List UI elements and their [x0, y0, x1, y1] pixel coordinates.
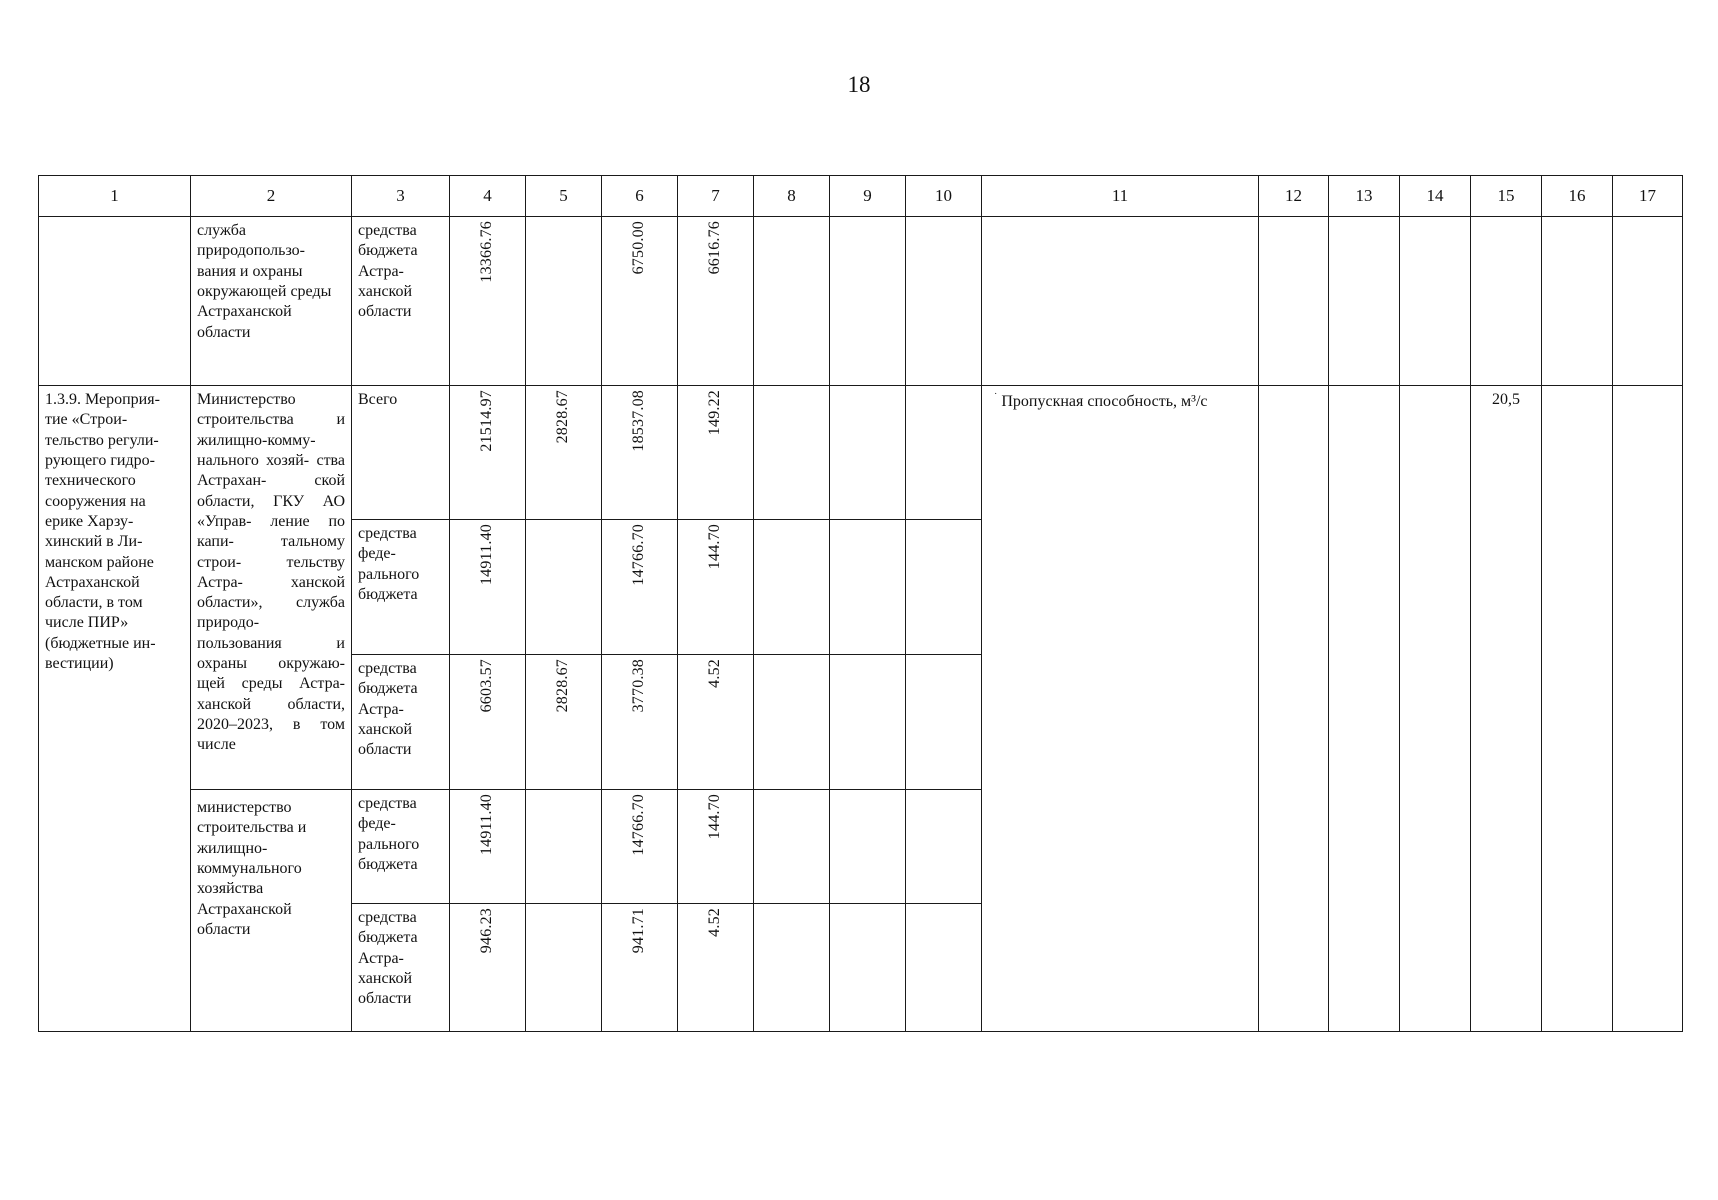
- amount-cell: [602, 520, 678, 655]
- column-header: 11: [982, 176, 1259, 217]
- amount-value: 946.23: [478, 908, 496, 954]
- responsible-cell: Министерство строительства и жилищно-комму- нального хозяй- ства Астрахан- ской области, ГКУ АО «Управ- ление по капи- тальному строи- тельству Астра- ханской области», служба природо- пользования и охраны окружаю- щей среды Астра- ханской области, 2020–2023, в том числе: [191, 386, 352, 790]
- column-header: 3: [352, 176, 450, 217]
- amount-cell: [450, 904, 526, 1032]
- amount-value: 941.71: [630, 908, 648, 954]
- table-cell: [830, 386, 906, 520]
- table-cell: [1471, 217, 1542, 386]
- amount-cell: [678, 790, 754, 904]
- amount-cell: [526, 386, 602, 520]
- table-cell: [1259, 217, 1329, 386]
- table-cell: [830, 790, 906, 904]
- table-cell: [1329, 217, 1400, 386]
- amount-cell: [526, 904, 602, 1032]
- mark-glyph: ˙: [994, 392, 998, 403]
- amount-value: 3770.38: [630, 659, 648, 713]
- table-cell: [906, 520, 982, 655]
- column-header: 1: [39, 176, 191, 217]
- column-header: 2: [191, 176, 352, 217]
- amount-cell: [602, 904, 678, 1032]
- table-cell: [754, 217, 830, 386]
- table-cell: [754, 904, 830, 1032]
- amount-value: 14766.70: [630, 794, 648, 856]
- amount-cell: [678, 386, 754, 520]
- table-cell: [830, 655, 906, 790]
- table-cell: [39, 217, 191, 386]
- indicator-value-cell: 20,5: [1471, 386, 1542, 1032]
- amount-cell: [678, 655, 754, 790]
- amount-value: 13366.76: [478, 221, 496, 283]
- responsible-cell: министерство строительства и жилищно- коммунального хозяйства Астраханской области: [191, 790, 352, 1032]
- table-cell: [982, 217, 1259, 386]
- table-row: [39, 386, 1683, 520]
- funding-source-cell: Всего: [352, 386, 450, 520]
- column-header: 15: [1471, 176, 1542, 217]
- amount-cell: [678, 520, 754, 655]
- amount-value: 144.70: [706, 794, 724, 840]
- column-header: 4: [450, 176, 526, 217]
- table-cell: [906, 904, 982, 1032]
- table-cell: [830, 217, 906, 386]
- table-cell: [1400, 386, 1471, 1032]
- amount-cell: [678, 217, 754, 386]
- funding-source-cell: средства бюджета Астра- ханской области: [352, 217, 450, 386]
- table-cell: [906, 386, 982, 520]
- amount-cell: [450, 217, 526, 386]
- page-number: 18: [847, 72, 871, 97]
- funding-source-cell: средства бюджета Астра- ханской области: [352, 904, 450, 1032]
- column-header: 6: [602, 176, 678, 217]
- table-cell: [1613, 217, 1683, 386]
- table-cell: [1613, 386, 1683, 1032]
- amount-cell: [526, 790, 602, 904]
- responsible-cell: служба природопользо- вания и охраны окружающей среды Астраханской области: [191, 217, 352, 386]
- column-header: 5: [526, 176, 602, 217]
- table-cell: [906, 655, 982, 790]
- table-cell: [830, 520, 906, 655]
- amount-cell: [602, 790, 678, 904]
- measure-title-cell: 1.3.9. Мероприя- тие «Строи- тельство регули- рующего гидро- технического сооружения на ерике Харзу- хинский в Ли- манском районе Астраханской области, в том числе ПИР» (бюджетные ин- вестиции): [39, 386, 191, 1032]
- column-header: 16: [1542, 176, 1613, 217]
- table-cell: [906, 790, 982, 904]
- table-cell: [754, 790, 830, 904]
- table-cell: [1542, 386, 1613, 1032]
- table-row: [39, 217, 1683, 386]
- indicator-cell: [982, 386, 1259, 1032]
- amount-value: 2828.67: [554, 390, 572, 444]
- amount-value: 4.52: [706, 908, 724, 937]
- table-cell: [754, 655, 830, 790]
- amount-value: 14911.40: [478, 794, 496, 856]
- amount-value: 6616.76: [706, 221, 724, 275]
- amount-cell: [602, 386, 678, 520]
- amount-value: 6603.57: [478, 659, 496, 713]
- table-cell: [1329, 386, 1400, 1032]
- amount-cell: [450, 520, 526, 655]
- amount-value: 149.22: [706, 390, 724, 436]
- amount-value: 14911.40: [478, 524, 496, 586]
- amount-cell: [526, 655, 602, 790]
- column-header: 17: [1613, 176, 1683, 217]
- table-cell: [754, 520, 830, 655]
- table-cell: [1259, 386, 1329, 1032]
- amount-value: 4.52: [706, 659, 724, 688]
- amount-value: 144.70: [706, 524, 724, 570]
- amount-value: 21514.97: [478, 390, 496, 452]
- funding-source-cell: средства бюджета Астра- ханской области: [352, 655, 450, 790]
- header-row: [39, 176, 1683, 217]
- amount-value: 18537.08: [630, 390, 648, 452]
- amount-cell: [450, 386, 526, 520]
- amount-value: 14766.70: [630, 524, 648, 586]
- amount-cell: [526, 520, 602, 655]
- column-header: 7: [678, 176, 754, 217]
- amount-value: 2828.67: [554, 659, 572, 713]
- funding-source-cell: средства феде- рального бюджета: [352, 520, 450, 655]
- column-header: 12: [1259, 176, 1329, 217]
- amount-cell: [450, 790, 526, 904]
- amount-cell: [526, 217, 602, 386]
- table-cell: [906, 217, 982, 386]
- column-header: 13: [1329, 176, 1400, 217]
- table-cell: [1542, 217, 1613, 386]
- funding-source-cell: средства феде- рального бюджета: [352, 790, 450, 904]
- amount-cell: [602, 655, 678, 790]
- amount-cell: [678, 904, 754, 1032]
- column-header: 8: [754, 176, 830, 217]
- amount-cell: [450, 655, 526, 790]
- indicator-name: Пропускная способность, м³/с: [1001, 393, 1208, 410]
- table-cell: [830, 904, 906, 1032]
- amount-cell: [602, 217, 678, 386]
- amount-value: 6750.00: [630, 221, 648, 275]
- table-cell: [754, 386, 830, 520]
- column-header: 14: [1400, 176, 1471, 217]
- budget-table: [38, 175, 1683, 1032]
- column-header: 9: [830, 176, 906, 217]
- table-cell: [1400, 217, 1471, 386]
- column-header: 10: [906, 176, 982, 217]
